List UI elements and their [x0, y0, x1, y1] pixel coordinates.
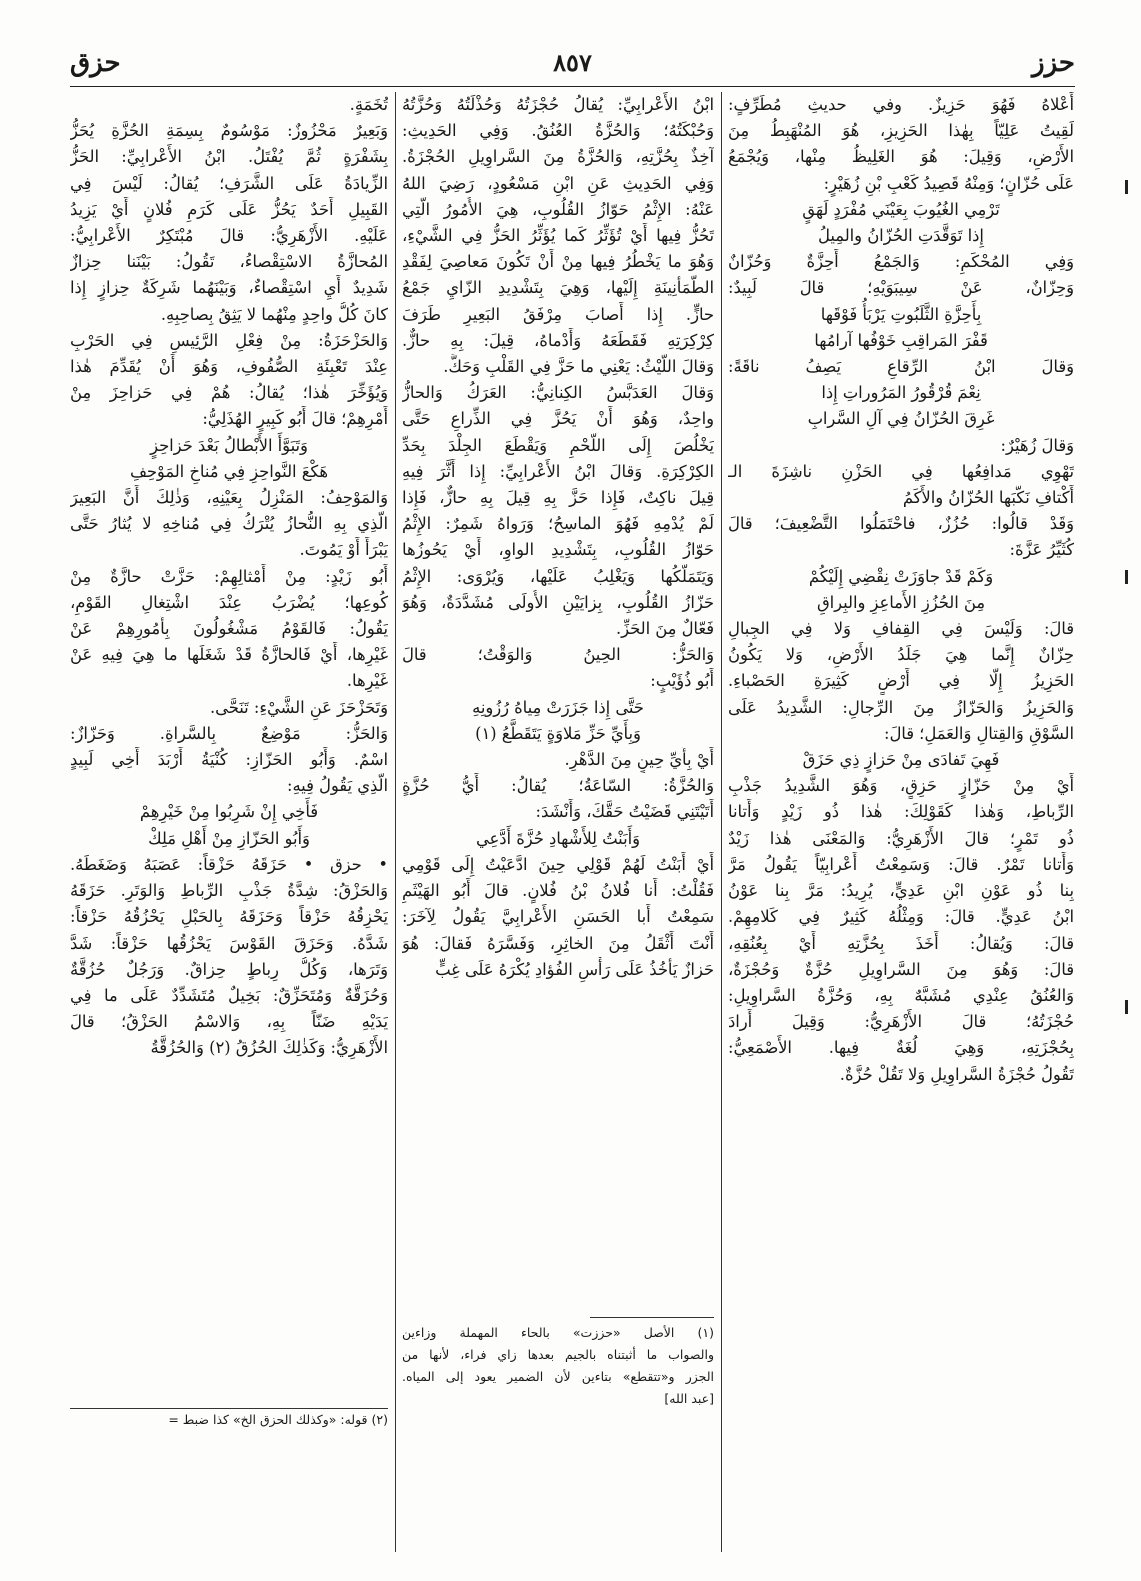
text-line: يَحْزِقُهُ حَزْقاً وَحَزَقَهُ بِالحَبْلِ يَحْزُقُهُ حَزْقاً:: [70, 907, 388, 927]
text-line: كانَ كُلُّ واحِدٍ مِنْهُما لا يَثِقُ بِصاحِبِهِ.: [160, 304, 388, 324]
text-line: أَمْرِهِمْ؛ قالَ أَبُو كَبِيرٍ الهُذَلِيُّ:: [202, 409, 388, 429]
text-line: فَأَخِي إِنْ شَرِبُوا مِنْ خَيْرِهِمْ: [139, 802, 319, 822]
text-line: وَالمَوْحِفُ: المَنْزِلُ بِعَيْنِهِ، وَذٰلِكَ أَنَّ البَعِيرَ: [70, 488, 388, 508]
margin-mark: [1125, 570, 1128, 584]
text-line: السَّوْقِ وَالقِتالِ وَالعَمَلِ؛ قالَ:: [883, 723, 1074, 743]
text-line: القَبِيلِ أَحَدٌ يَحُزُّ عَلَى كَرَمِ فُلانٍ أَيْ يَزِيدُ: [70, 199, 388, 219]
text-line: وَفِي الحَدِيثِ عَنِ ابْنِ مَسْعُودٍ، رَضِيَ اللهُ: [402, 173, 714, 193]
text-line: قَفْرَ المَراقِبِ خَوْفُها آرامُها: [814, 330, 988, 350]
running-head-left: حزق: [70, 48, 121, 78]
text-line: فَعّالٌ مِنَ الحَزِّ.: [615, 619, 714, 639]
text-line: بِشَفْرَةٍ ثُمَّ يُفْتَلُ. ابْنُ الأَعْرابِيِّ: الحَزُّ: [70, 147, 388, 167]
text-line: لَقِيتُ عَلِيّاً بِهٰذا الحَزِيزِ، هُوَ المُنْهَبِطُ مِنَ: [728, 121, 1074, 141]
text-line: عَلَيْهِ. الأَزْهَرِيُّ: قالَ مُبْتَكِرٌ الأَعْرابِيُّ:: [70, 226, 388, 246]
text-line: وَأَتانا تَمْرٌ. قالَ: وَسَمِعْتُ أَعْرابِيّاً يَقُولُ مَرَّ: [728, 854, 1074, 874]
text-line: وَالحَزْقُ: شِدَّةُ جَذْبِ الرِّباطِ وَالوَتَرِ. حَزَقَهُ: [70, 881, 388, 901]
text-line: وَحُزَقَّةٌ وَمُتَحَزِّقٌ: بَخِيلٌ مُتَشَدِّدٌ عَلَى ما فِي: [70, 985, 388, 1005]
text-line: حَتَّى إِذا جَزَرَتْ مِياهُ رُزُونِهِ: [472, 697, 644, 717]
text-line: وَالحُزَّةُ: السّاعَةُ؛ يُقالُ: أَيُّ حُزَّةٍ: [402, 776, 714, 796]
text-line: وَقَدْ قالُوا: حُزُزٌ، فاحْتَمَلُوا التَّضْعِيفَ؛ قالَ: [728, 514, 1074, 534]
text-line: الأَزْهَرِيُّ: وَكَذٰلِكَ الحُزُقُ (٢) وَالحُزُقَّةُ: [150, 1038, 388, 1058]
left-column: [70, 92, 388, 1552]
text-line: وَالحَزْحَزَةُ: مِنْ فِعْلِ الرَّئِيسِ فِي الحَرْبِ: [70, 330, 388, 350]
text-line: وَيُؤَخِّرَ هٰذا؛ يُقالُ: هُمْ فِي حَزاحِزَ مِنْ: [70, 383, 388, 403]
footnote-line: الجزر و«تتقطع» بتاءين لأن الضمير يعود إلى المياه.: [402, 1369, 714, 1384]
text-line: الكِرْكِرَةِ. وَقالَ ابْنُ الأَعْرابِيِّ: إِذا أَثَّرَ فِيهِ: [402, 461, 714, 481]
text-line: يَقُولُ: فَالقَوْمُ مَشْغُولُونَ بِأُمُورِهِمْ عَنْ: [70, 619, 388, 639]
text-line: وَبَعِيرٌ مَحْزُوزٌ: مَوْسُومٌ بِسِمَةِ الحُزَّةِ يُحَزُّ: [70, 121, 388, 141]
text-line: الطُّمَأْنِينَةِ إِلَيْها، وَهِيَ بِتَشْدِيدِ الزّايِ جَمْعُ: [402, 278, 714, 298]
text-line: أَبُو ذُؤَيْبٍ:: [650, 671, 714, 691]
text-line: تَهْوِي مَدافِعُها فِي الحَزْنِ ناشِزَةَ الـ: [728, 461, 1074, 481]
text-line: شَدِيدٌ أَيِ اسْتِقْصاءٌ، وَبَيْنَهُما شَرِكَةٌ حِزازٍ إِذا: [70, 278, 388, 298]
text-line: تُخَمَةٍ.: [349, 95, 388, 114]
text-line: فَهِيَ تَفادَى مِنْ حَزازٍ ذِي حَزَقْ: [802, 750, 1000, 770]
text-line: ابْنُ عَدِيٍّ. قالَ: وَمِثْلُهُ كَثِيرٌ فِي كَلامِهِمْ.: [728, 907, 1074, 927]
page-header: [70, 40, 1075, 84]
header-rule: [70, 86, 1075, 87]
text-line: عِنْدَ تَعْبِئَةِ الصُّفُوفِ، وَهُوَ أَنْ يُقَدِّمَ هٰذا: [70, 357, 388, 377]
text-line: المُحازَّةُ الاسْتِقْصاءُ، تَقُولُ: بَيْنَنا حِزازٌ: [70, 252, 388, 272]
text-line: قالَ: وَيُقالُ: أَخَذَ بِحُزَّتِهِ أَيْ بِعُنُقِهِ،: [728, 933, 1074, 953]
text-line: وَتَحَزْحَزَ عَنِ الشَّيْءِ: تَنَحَّى.: [210, 697, 388, 717]
text-line: غَيْرِها.: [346, 671, 388, 691]
text-line: وَتَبَوَّأَ الأَبْطالُ بَعْدَ حَزاحِزٍ: [150, 435, 308, 455]
text-line: حِزّانٌ إِنَّما هِيَ جَلَدُ الأَرْضِ، وَلا يَكُونُ: [728, 645, 1074, 665]
text-line: وَحِزّانٌ، عَنْ سِيبَوَيْهِ؛ قالَ لَبِيدٌ:: [728, 278, 1074, 298]
footnote-rule-middle: [590, 1317, 714, 1318]
text-line: غَيْرِها، أَيْ فَالحازَّةُ قَدْ شَغَلَها ما هِيَ فِيهِ عَنْ: [70, 645, 388, 665]
text-line: الَّذِي يَقُولُ فِيهِ:: [286, 776, 388, 796]
footnote-middle: [402, 1322, 714, 1410]
text-line: أَتَيْتَنِي قَضَيْتُ حَقَّكَ، وَأَنْشَدَ:: [535, 802, 714, 822]
text-line: يَبْرَأَ أَوْ يَمُوتَ.: [299, 540, 388, 560]
text-line: وَقالَ العَدَبَّسُ الكِنانِيُّ: العَرَكُ وَالحازُّ: [402, 383, 714, 403]
running-head-right: حزز: [1032, 48, 1075, 78]
text-line: وَأَبَنْتُ لِلأَشْهادِ حُزَّةَ أَدَّعِي: [475, 828, 640, 848]
text-line: بِنا ذُو عَوْنِ ابْنِ عَدِيٍّ، يُرِيدُ: مَرَّ بِنا عَوْنُ: [728, 881, 1074, 901]
text-line: حازٍّ. إِذا أَصابَ مِرْفَقُ البَعِيرِ طَرَفَ: [402, 304, 714, 324]
text-line: إِذا تَوَقَّدَتِ الحُزّانُ والمِيلُ: [818, 226, 984, 246]
text-line: وَالحَزِيزُ وَالحَزّازُ مِنَ الرِّجالِ: الشَّدِيدُ عَلَى: [728, 697, 1074, 717]
text-line: حُجْزَتُهُ؛ قالَ الأَزْهَرِيُّ: وَقِيلَ أَرادَ: [728, 1012, 1074, 1032]
text-line: الزِّيادَةُ عَلَى الشَّرَفِ؛ يُقالُ: لَيْسَ فِي: [70, 173, 388, 193]
footnote-line: والصواب ما أثبتناه بالجيم بعدها زاي فراء، لأنها من: [402, 1347, 714, 1362]
text-line: وَالحَزُّ: مَوْضِعٌ بِالسَّراةِ. وَحَزّازٌ:: [70, 723, 388, 743]
text-line: بِأَحِزَّةِ الثَّلَبُوتِ يَرْبَأُ فَوْقَها: [820, 304, 982, 324]
text-line: قالَ: وَهُوَ مِنَ السَّراوِيلِ حُزَّةٌ وَحُجْزَةٌ،: [728, 959, 1074, 979]
text-line: شَدَّهُ. وَحَزَقَ القَوْسَ يَحْزُقُها حَزْقاً: شَدَّ: [70, 933, 388, 953]
text-line: وَحُبْكَتُهُ؛ وَالحُزَّةُ العُنُقُ. وَفِي الحَدِيثِ:: [402, 121, 714, 141]
text-line: وَأَبُو الحَزّازِ مِنْ أَهْلِ مَلِكْ: [148, 828, 310, 848]
text-line: وَقالَ ابْنُ الرِّقاعِ يَصِفُ ناقَةً:: [728, 357, 1074, 377]
text-line: الأَرْضِ، وَقِيلَ: هُوَ الغَلِيظُ مِنْها، وَيُجْمَعُ: [728, 147, 1074, 167]
right-column: [728, 92, 1074, 1552]
text-line: وَتَرَها، وَكُلُّ رِباطٍ حِزاقٌ. وَرَجُلٌ حُزُقَّةٌ: [70, 959, 388, 979]
text-line: ذُو تَمْرٍ؛ قالَ الأَزْهَرِيُّ: وَالمَعْنَى هٰذا زَيْدٌ: [728, 828, 1074, 848]
text-line: وَقالَ زُهَيْرٌ:: [1000, 435, 1074, 455]
text-line: بِحُجْزَتِهِ، وَهِيَ لُغَةٌ فِيها. الأَصْمَعِيُّ:: [728, 1038, 1074, 1058]
text-line: غَرِقَ الحُزّانُ فِي آلِ السَّرابِ: [807, 409, 995, 429]
text-line: وَفِي المُحْكَمِ: وَالجَمْعُ أَحِزَّةٌ وَحُزّانٌ: [728, 252, 1074, 272]
text-line: وَكَمْ قَدْ جاوَزَتْ نِقْضِي إِلَيْكُمْ: [808, 566, 994, 586]
text-line: وَالعُنُقُ عِنْدِي مُشَبَّهٌ بِهِ، وَحُزَّةُ السَّراوِيلِ:: [728, 985, 1074, 1005]
text-line: هَكْعَ النَّواحِزِ فِي مُناخِ المَوْحِفِ: [129, 461, 328, 481]
text-line: نِعْمَ قُرْقُورُ المَرُوراتِ إِذا: [821, 383, 981, 403]
text-line: ابْنُ الأَعْرابِيِّ: يُقالُ حُجْزَتُهُ وَحُذْلَتُهُ وَحُزَّتُهُ: [402, 95, 714, 114]
footnote-line: [عبد الله]: [664, 1391, 714, 1406]
column-divider-right: [721, 92, 722, 1552]
margin-mark: [1125, 180, 1128, 194]
text-line: قالَ: وَلَيْسَ فِي القِفافِ وَلا فِي الجِبالِ: [728, 619, 1074, 639]
text-line: آخِذٌ بِحُزَّتِهِ، وَالحُزَّةُ مِنَ السَّراوِيلِ الحُجْزَةُ.: [402, 147, 714, 167]
text-line: وَهُوَ ما يَخْطُرُ فِيها مِنْ أَنْ تَكُونَ مَعاصِيَ لِفَقْدِ: [402, 252, 714, 272]
text-line: أَيْ بِأَيِّ حِينٍ مِنَ الدَّهْرِ.: [564, 750, 714, 770]
text-line: يَخْلُصَ إِلَى اللَّحْمِ وَيَقْطَعَ الجِلْدَ بِحَدِّ: [402, 435, 714, 455]
text-line: كُثَيِّرُ عَزَّةَ:: [1009, 540, 1074, 560]
text-line: أَعْلاهُ فَهُوَ حَزِيزٌ. وفي حديثِ مُطَرِّفٍ:: [728, 95, 1074, 114]
margin-mark: [1125, 1000, 1128, 1014]
text-line: اسْمٌ. وَأَبُو الحَزّازِ: كُنْيَةُ أَرْبَدَ أَخِي لَبِيدٍ: [70, 750, 388, 770]
text-line: قِيلَ ناكِتٌ، فَإِذا حَزَّ بِهِ قِيلَ بِهِ حازٌّ، فَإِذا: [402, 488, 714, 508]
text-line: فَقُلْتُ: أَنا فُلانُ بْنُ فُلانٍ. قالَ أَبُو الهَيْثَمِ: [402, 881, 714, 901]
column-divider-left: [395, 92, 396, 1552]
text-line: عَلَى حُزّانٍ؛ وَمِنْهُ قَصِيدُ كَعْبِ بْنِ زُهَيْرٍ:: [823, 173, 1074, 193]
text-line: كُوعِها؛ يُضْرَبُ عِنْدَ اشْتِغالِ القَوْمِ،: [70, 592, 388, 612]
text-line: وَبِأَيِّ حَزِّ مَلاوَةٍ يَتَقَطَّعُ (١): [475, 723, 641, 743]
text-line: لَمْ يُدْمِهِ فَهُوَ الماسِحُ؛ وَرَواهُ شَمِرٌ: الإِثْمُ: [402, 514, 714, 534]
text-line: الرِّباطِ، وَهٰذا كَقَوْلِكَ: هٰذا ذُو زَيْدٍ وَأَتانا: [728, 802, 1074, 822]
text-line: يَدَيْهِ ضَنّاً بِهِ، وَالاسْمُ الحَزْقُ؛ قالَ: [70, 1012, 388, 1032]
text-line: أَبُو زَيْدٍ: مِنْ أَمْثالِهِمْ: حَزَّتْ حازَّةٌ مِنْ: [70, 566, 388, 586]
text-line: تَقُولُ حُجْزَةُ السَّراوِيلِ وَلا تَقُلْ حُزَّةٌ.: [839, 1064, 1074, 1084]
text-line: الَّذِي بِهِ النُّحازُ يُتْرَكُ فِي مُناخِهِ لا يُثارُ حَتَّى: [70, 514, 388, 534]
text-line: وَيَتَمَلَّكُها وَيَغْلِبُ عَلَيْها، وَيُرْوَى: الإِثْمُ: [402, 566, 714, 586]
footnote-line: (١) الأصل «حززت» بالحاء المهملة وزاءين: [402, 1325, 714, 1340]
text-line: واحِدٌ، وَهُوَ أَنْ يَحُزَّ فِي الذِّراعِ حَتَّى: [402, 409, 714, 429]
text-line: سَمِعْتُ أَبا الحَسَنِ الأَعْرابِيَّ يَقُولُ لِآخَرَ:: [402, 907, 714, 927]
text-line: تَحُزُّ فِيها أَيْ تُؤَثِّرُ كَما يُؤَثِّرُ الحَزُّ فِي الشَّيْءِ،: [402, 226, 714, 246]
text-line: تَرْمِي الغُيُوبَ بِعَيْنَي مُفْرَدٍ لَهَقٍ: [802, 199, 1000, 219]
text-line: مِنَ الحُزُزِ الأَماعِزِ والبِراقِ: [816, 592, 986, 612]
text-line: أَكْتافِ نَكَّبَها الحُزّانُ والأَكَمُ: [902, 488, 1074, 508]
text-line: حَزّازُ القُلُوبِ، بِزايَيْنِ الأُولَى مُشَدَّدَةٌ، وَهُوَ: [402, 592, 714, 612]
text-line: • حزق • حَزَقَهُ حَزْقاً: عَصَبَهُ وَضَغَطَهُ.: [70, 854, 388, 874]
text-line: حَزازٌ يَأْخُذُ عَلَى رَأْسِ الفُؤادِ يُكْرَهُ عَلَى غِبٍّ: [435, 959, 714, 979]
text-line: أَنْتَ أَثْقَلُ مِنَ الخاثِرِ، وَفَسَّرَهُ فَقالَ: هُوَ: [402, 933, 714, 953]
text-line: حَوّازُ القُلُوبِ، بِتَشْدِيدِ الواوِ، أَيْ يَحُوزُها: [402, 540, 714, 560]
text-line: الحَزِيزُ إِلّا فِي أَرْضٍ كَثِيرَةِ الحَصْباءِ.: [728, 671, 1074, 691]
text-line: وَقالَ اللَّيْثُ: يَعْنِي ما حَزَّ فِي القَلْبِ وَحَكَّ.: [443, 357, 714, 377]
text-line: وَالحَزُّ: الحِينُ وَالوَقْتُ؛ قالَ: [402, 645, 714, 665]
text-line: كِرْكِرَتِهِ فَقَطَعَهُ وَأَدْماهُ، قِيلَ: بِهِ حازٌّ.: [402, 330, 714, 350]
text-line: أَيْ أَبَنْتُ لَهُمْ قَوْلِي حِينَ ادَّعَيْتُ إِلَى قَوْمِي: [402, 854, 714, 874]
page-number: ٨٥٧: [553, 48, 592, 77]
text-line: أَيْ مِنْ حَزّازٍ حَزِقٍ، وَهُوَ الشَّدِيدُ جَذْبِ: [728, 776, 1074, 796]
footnote-line: (٢) قوله: «وكذلك الحزق الخ» كذا ضبط =: [168, 1412, 388, 1427]
text-line: عَنْهُ: الإِثْمُ حَوّازُ القُلُوبِ، هِيَ الأُمُورُ الَّتِي: [402, 199, 714, 219]
footnote-left: [70, 1409, 388, 1431]
